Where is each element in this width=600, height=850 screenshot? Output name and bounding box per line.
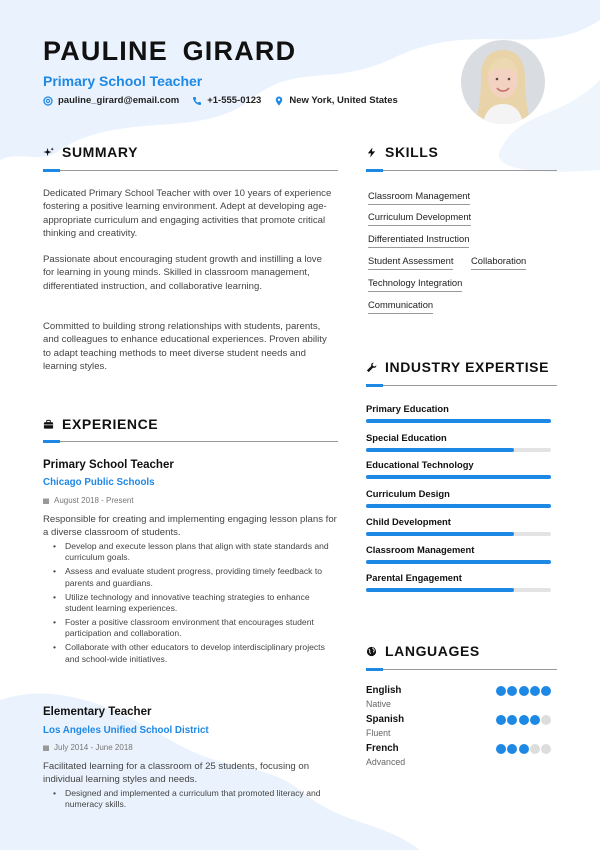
expertise-bar-fill <box>366 560 551 564</box>
summary-divider <box>43 170 338 171</box>
expertise-bar-fill <box>366 504 551 508</box>
expertise-heading <box>366 359 549 375</box>
summary-title: SUMMARY <box>62 144 139 160</box>
expertise-label: Parental Engagement <box>366 572 462 583</box>
sparkle-icon <box>43 147 54 158</box>
skills-title: SKILLS <box>385 144 439 160</box>
rating-dot <box>541 715 551 725</box>
avatar <box>461 40 545 124</box>
experience-heading <box>43 416 158 432</box>
skill-tag: Communication <box>368 299 433 314</box>
job-description: Responsible for creating and implementing engaging lesson plans for a diverse classroom of students. <box>43 514 337 539</box>
rating-dot <box>519 686 529 696</box>
expertise-bar <box>366 560 551 564</box>
expertise-label: Child Development <box>366 516 451 527</box>
expertise-bar <box>366 504 551 508</box>
language-level: Advanced <box>366 757 406 767</box>
summary-paragraph: Committed to building strong relationships with students, parents, and colleagues to enhance educational experiences. Proven ability to adapt teaching methods to meet diverse student needs and learning styles. <box>43 321 327 373</box>
list-item: • Develop and execute lesson plans that align with state standards and curriculum goals. <box>43 541 338 564</box>
calendar-icon <box>43 745 49 751</box>
languages-divider <box>366 669 557 670</box>
expertise-label: Primary Education <box>366 403 449 414</box>
rating-dot <box>530 686 540 696</box>
rating-dot <box>519 744 529 754</box>
languages-heading <box>366 643 480 659</box>
phone-icon <box>192 96 202 106</box>
skill-tag: Classroom Management <box>368 190 470 205</box>
rating-dot <box>507 686 517 696</box>
language-rating <box>496 686 552 696</box>
job-description: Facilitated learning for a classroom of 25 students, focusing on individual learning styles and needs. <box>43 761 310 786</box>
job-dates <box>43 496 134 505</box>
job-title: Elementary Teacher <box>43 706 152 718</box>
summary-paragraph: Dedicated Primary School Teacher with over 10 years of experience fostering a positive learning environment. Adept at developing age-appropriate curriculum and engaging activities that promote critical thinking and creativity. <box>43 188 332 240</box>
candidate-role: Primary School Teacher <box>43 73 203 89</box>
profile-photo <box>461 40 545 124</box>
list-item: • Utilize technology and innovative teaching strategies to enhance student learning experiences. <box>43 592 338 615</box>
contact-email[interactable] <box>43 95 179 106</box>
phone-text: +1-555-0123 <box>207 95 262 106</box>
job-company: Los Angeles Unified School District <box>43 725 209 736</box>
list-item: • Designed and implemented a curriculum that promoted literacy and numeracy skills. <box>43 788 338 811</box>
skill-tag: Collaboration <box>471 255 526 270</box>
expertise-label: Special Education <box>366 432 447 443</box>
rating-dot <box>507 715 517 725</box>
rating-dot <box>496 686 506 696</box>
summary-paragraph: Passionate about encouraging student growth and instilling a love for learning in young minds. Skilled in classroom management, differentiated instruction, and collaborative learning. <box>43 254 322 292</box>
expertise-bar <box>366 448 551 452</box>
expertise-bar <box>366 475 551 479</box>
skills-heading <box>366 144 438 160</box>
job-dates-text: July 2014 - June 2018 <box>54 743 133 752</box>
expertise-bar-fill <box>366 532 514 536</box>
expertise-bar-fill <box>366 448 514 452</box>
expertise-title: INDUSTRY EXPERTISE <box>385 359 550 375</box>
skill-tag: Technology Integration <box>368 277 462 292</box>
job-bullets <box>43 788 338 813</box>
experience-title: EXPERIENCE <box>62 416 159 432</box>
list-item: • Collaborate with other educators to develop interdisciplinary projects and school-wide initiatives. <box>43 642 338 665</box>
rating-dot <box>496 715 506 725</box>
job-company: Chicago Public Schools <box>43 477 155 488</box>
skill-tag: Differentiated Instruction <box>368 233 469 248</box>
rating-dot <box>496 744 506 754</box>
contact-row <box>43 95 411 106</box>
language-rating <box>496 715 552 725</box>
skill-tag: Student Assessment <box>368 255 453 270</box>
rating-dot <box>507 744 517 754</box>
rating-dot <box>541 744 551 754</box>
expertise-bar-fill <box>366 475 551 479</box>
rating-dot <box>519 715 529 725</box>
location-text: New York, United States <box>289 95 398 106</box>
expertise-bar-fill <box>366 588 514 592</box>
list-item: • Assess and evaluate student progress, providing timely feedback to parents and guardians. <box>43 566 338 589</box>
email-text: pauline_girard@email.com <box>58 95 180 106</box>
language-name: French <box>366 743 399 754</box>
briefcase-icon <box>43 419 54 430</box>
expertise-bar <box>366 588 551 592</box>
job-dates-text: August 2018 - Present <box>54 496 134 505</box>
job-bullets <box>43 541 338 668</box>
globe-icon <box>366 646 377 657</box>
expertise-divider <box>366 385 557 386</box>
language-rating <box>496 744 552 754</box>
language-name: Spanish <box>366 714 405 725</box>
language-level: Fluent <box>366 728 391 738</box>
rating-dot <box>530 715 540 725</box>
skills-divider <box>366 170 557 171</box>
candidate-name: PAULINE GIRARD <box>43 36 297 66</box>
skill-tag: Curriculum Development <box>368 211 471 226</box>
wrench-icon <box>366 362 377 373</box>
language-name: English <box>366 685 402 696</box>
expertise-label: Classroom Management <box>366 544 475 555</box>
list-item: • Foster a positive classroom environment that encourages student participation and collaboration. <box>43 617 338 640</box>
rating-dot <box>541 686 551 696</box>
calendar-icon <box>43 498 49 504</box>
expertise-label: Educational Technology <box>366 459 474 470</box>
at-sign-icon <box>43 96 53 106</box>
experience-divider <box>43 441 338 442</box>
summary-heading <box>43 144 138 160</box>
contact-location <box>274 95 397 106</box>
language-level: Native <box>366 699 391 709</box>
languages-title: LANGUAGES <box>385 643 480 659</box>
rating-dot <box>530 744 540 754</box>
expertise-label: Curriculum Design <box>366 488 450 499</box>
expertise-bar <box>366 419 551 423</box>
lightning-icon <box>366 147 377 158</box>
expertise-bar <box>366 532 551 536</box>
job-title: Primary School Teacher <box>43 459 174 471</box>
location-pin-icon <box>274 96 284 106</box>
job-dates <box>43 743 133 752</box>
contact-phone[interactable] <box>192 95 261 106</box>
expertise-bar-fill <box>366 419 551 423</box>
